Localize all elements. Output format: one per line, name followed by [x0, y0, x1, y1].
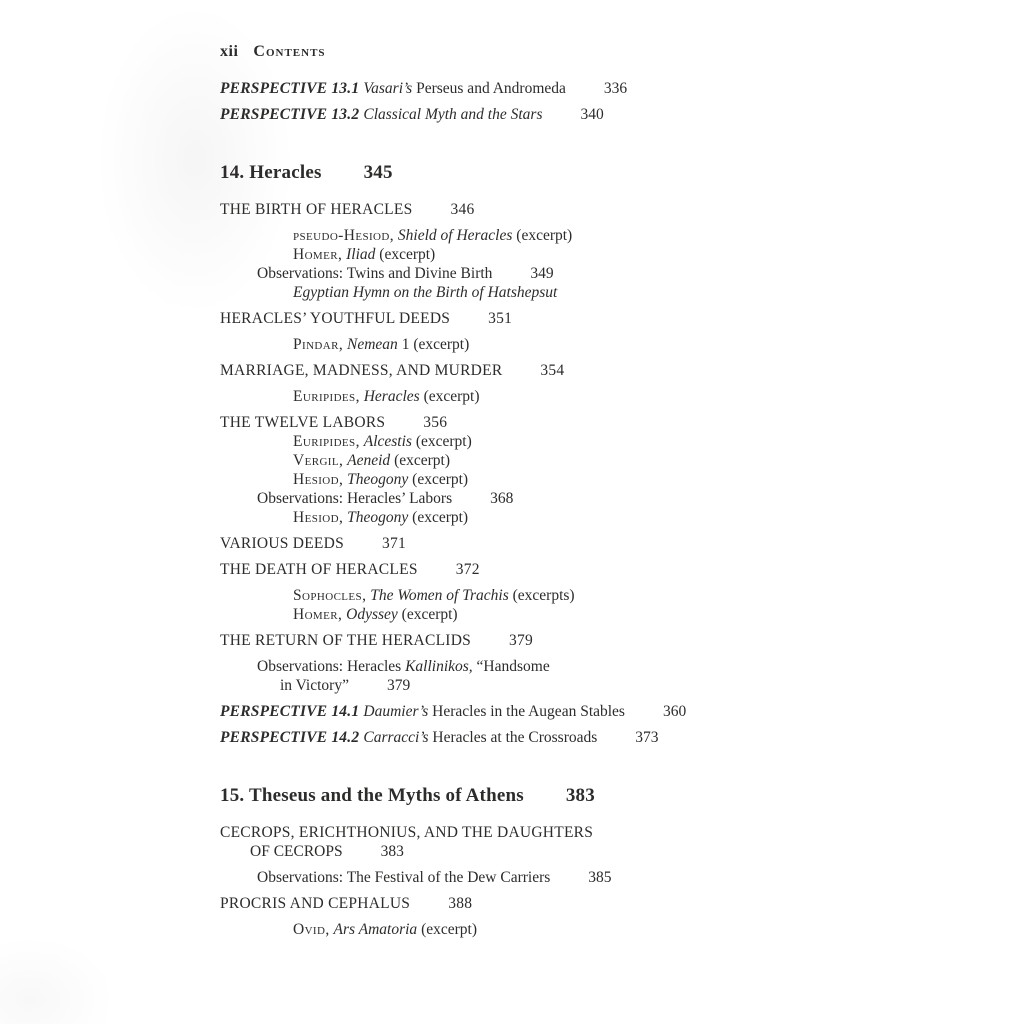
toc-text-segment: PROCRIS AND CEPHALUS	[220, 895, 411, 912]
toc-text-segment: PERSPECTIVE 14.2	[220, 729, 364, 746]
toc-text-segment: Alcestis	[363, 433, 412, 450]
page-ref: 379	[509, 632, 534, 649]
toc-entry-section	[220, 560, 960, 579]
toc-text-segment: Heracles at the Crossroads	[432, 729, 598, 746]
folio-page-number: xii	[220, 43, 239, 60]
page-content	[220, 42, 960, 939]
running-head	[220, 42, 960, 61]
toc-text-segment: 14. Heracles	[220, 162, 322, 183]
toc-text-segment: Hesiod,	[293, 509, 344, 526]
page-ref: 354	[540, 362, 565, 379]
toc-text-segment: Ovid,	[293, 921, 330, 938]
toc-entry-source	[293, 432, 960, 451]
toc-entry-section	[220, 309, 960, 328]
toc-text-segment: Observations: The Festival of the Dew Carriers	[257, 869, 551, 886]
toc-text-segment: Homer,	[293, 606, 343, 623]
toc-text-segment: Carracci’s	[363, 729, 433, 746]
toc-entry-perspective	[220, 702, 960, 721]
toc-text-segment: Aeneid	[347, 452, 391, 469]
toc-text-segment: VARIOUS DEEDS	[220, 535, 344, 552]
toc-entry-section	[220, 823, 960, 842]
toc-text-segment: Daumier’s	[363, 703, 433, 720]
toc-entry-source	[293, 920, 960, 939]
page-ref: 360	[662, 703, 687, 720]
toc-entry-section	[220, 894, 960, 913]
toc-text-segment: pseudo-Hesiod,	[293, 227, 395, 244]
toc-entry-section	[220, 361, 960, 380]
toc-text-segment: Observations: Heracles’ Labors	[257, 490, 453, 507]
page-ref: 346	[450, 201, 475, 218]
toc-text-segment: Heracles in the Augean Stables	[432, 703, 625, 720]
toc-text-segment: Vergil,	[293, 452, 344, 469]
toc-entry-source	[293, 245, 960, 264]
page-ref: 383	[380, 843, 404, 860]
page-ref: 356	[423, 414, 448, 431]
toc-entry-section	[220, 200, 960, 219]
toc-text-segment: Euripides,	[293, 388, 360, 405]
toc-text-segment: Homer,	[293, 246, 343, 263]
toc-text-segment: Observations: Heracles	[257, 658, 406, 675]
toc-text-segment: Kallinikos,	[405, 658, 473, 675]
toc-text-segment: in Victory”	[280, 677, 349, 694]
toc-entry-workline	[293, 283, 960, 302]
toc-text-segment: CECROPS, ERICHTHONIUS, AND THE DAUGHTERS	[220, 824, 594, 841]
toc-text-segment: PERSPECTIVE 13.1	[220, 80, 364, 97]
toc-text-segment: THE TWELVE LABORS	[220, 414, 386, 431]
page-ref: 336	[603, 80, 628, 97]
toc-entry-chapter	[220, 161, 960, 184]
toc-text-segment: (excerpt)	[419, 388, 480, 405]
toc-entry-source	[293, 335, 960, 354]
toc-text-segment: (excerpt)	[411, 433, 472, 450]
toc-entry-source	[293, 508, 960, 527]
page-ref: 349	[530, 265, 554, 282]
toc-entry-source	[293, 586, 960, 605]
toc-text-segment: Hesiod,	[293, 471, 344, 488]
toc-text-segment: (excerpt)	[408, 471, 469, 488]
toc-text-segment: (excerpt)	[390, 452, 450, 469]
toc-text-segment: (excerpts)	[508, 587, 575, 604]
toc-entry-observation	[257, 489, 960, 508]
toc-entry-source	[293, 605, 960, 624]
toc-entry-source	[293, 387, 960, 406]
toc-entry-observation	[257, 868, 960, 887]
toc-entry-continuation	[280, 676, 960, 695]
running-head-title: Contents	[253, 43, 326, 60]
toc-text-segment: (excerpt)	[375, 246, 436, 263]
toc-text-segment: Perseus and Andromeda	[416, 80, 566, 97]
toc-text-segment: Heracles	[363, 388, 420, 405]
toc-entry-section	[220, 413, 960, 432]
toc-text-segment: Observations: Twins and Divine Birth	[257, 265, 493, 282]
toc-text-segment: 1 (excerpt)	[397, 336, 470, 353]
toc-text-segment: Egyptian Hymn on the Birth of Hatshepsut	[293, 284, 558, 301]
toc-text-segment: HERACLES’ YOUTHFUL DEEDS	[220, 310, 451, 327]
toc-text-segment: The Women of Trachis	[370, 587, 509, 604]
toc-entry-section	[220, 631, 960, 650]
table-of-contents	[220, 79, 960, 939]
toc-entry-perspective	[220, 105, 960, 124]
page-ref: 372	[455, 561, 480, 578]
toc-entry-observation	[257, 657, 960, 676]
toc-entry-source	[293, 470, 960, 489]
toc-entry-source	[293, 226, 960, 245]
toc-text-segment: Ars Amatoria	[333, 921, 418, 938]
page-ref: 388	[448, 895, 473, 912]
toc-entry-chapter	[220, 784, 960, 807]
toc-text-segment: (excerpt)	[512, 227, 573, 244]
page-ref: 368	[490, 490, 514, 507]
page-ref: 373	[635, 729, 659, 746]
page-ref: 345	[363, 162, 393, 183]
toc-text-segment: “Handsome	[472, 658, 550, 675]
toc-text-segment: Odyssey	[346, 606, 398, 623]
toc-text-segment: (excerpt)	[417, 921, 477, 938]
toc-entry-section	[220, 534, 960, 553]
toc-text-segment: THE BIRTH OF HERACLES	[220, 201, 413, 218]
toc-entry-continuation	[250, 842, 960, 861]
toc-text-segment: Pindar,	[293, 336, 344, 353]
toc-entry-source	[293, 451, 960, 470]
toc-text-segment: 15. Theseus and the Myths of Athens	[220, 785, 524, 806]
toc-text-segment: THE DEATH OF HERACLES	[220, 561, 418, 578]
toc-text-segment: PERSPECTIVE 14.1	[220, 703, 364, 720]
toc-entry-perspective	[220, 79, 960, 98]
toc-text-segment: THE RETURN OF THE HERACLIDS	[220, 632, 472, 649]
toc-text-segment: Vasari’s	[363, 80, 417, 97]
toc-text-segment: Nemean	[347, 336, 398, 353]
toc-text-segment: (excerpt)	[408, 509, 469, 526]
toc-text-segment: Theogony	[347, 509, 409, 526]
toc-text-segment: PERSPECTIVE 13.2	[220, 106, 364, 123]
toc-text-segment: Theogony	[347, 471, 409, 488]
toc-text-segment: Euripides,	[293, 433, 360, 450]
toc-entry-perspective	[220, 728, 960, 747]
toc-text-segment: Sophocles,	[293, 587, 367, 604]
page-ref: 385	[588, 869, 612, 886]
page-ref: 351	[488, 310, 513, 327]
toc-text-segment: OF CECROPS	[250, 843, 343, 860]
toc-text-segment: MARRIAGE, MADNESS, AND MURDER	[220, 362, 503, 379]
toc-entry-observation	[257, 264, 960, 283]
toc-text-segment: Iliad	[346, 246, 376, 263]
page-ref: 379	[386, 677, 411, 694]
toc-text-segment: (excerpt)	[397, 606, 458, 623]
page-ref: 371	[381, 535, 406, 552]
toc-text-segment: Classical Myth and the Stars	[363, 106, 543, 123]
toc-text-segment: Shield of Heracles	[397, 227, 513, 244]
page-ref: 383	[565, 785, 595, 806]
page-ref: 340	[580, 106, 604, 123]
